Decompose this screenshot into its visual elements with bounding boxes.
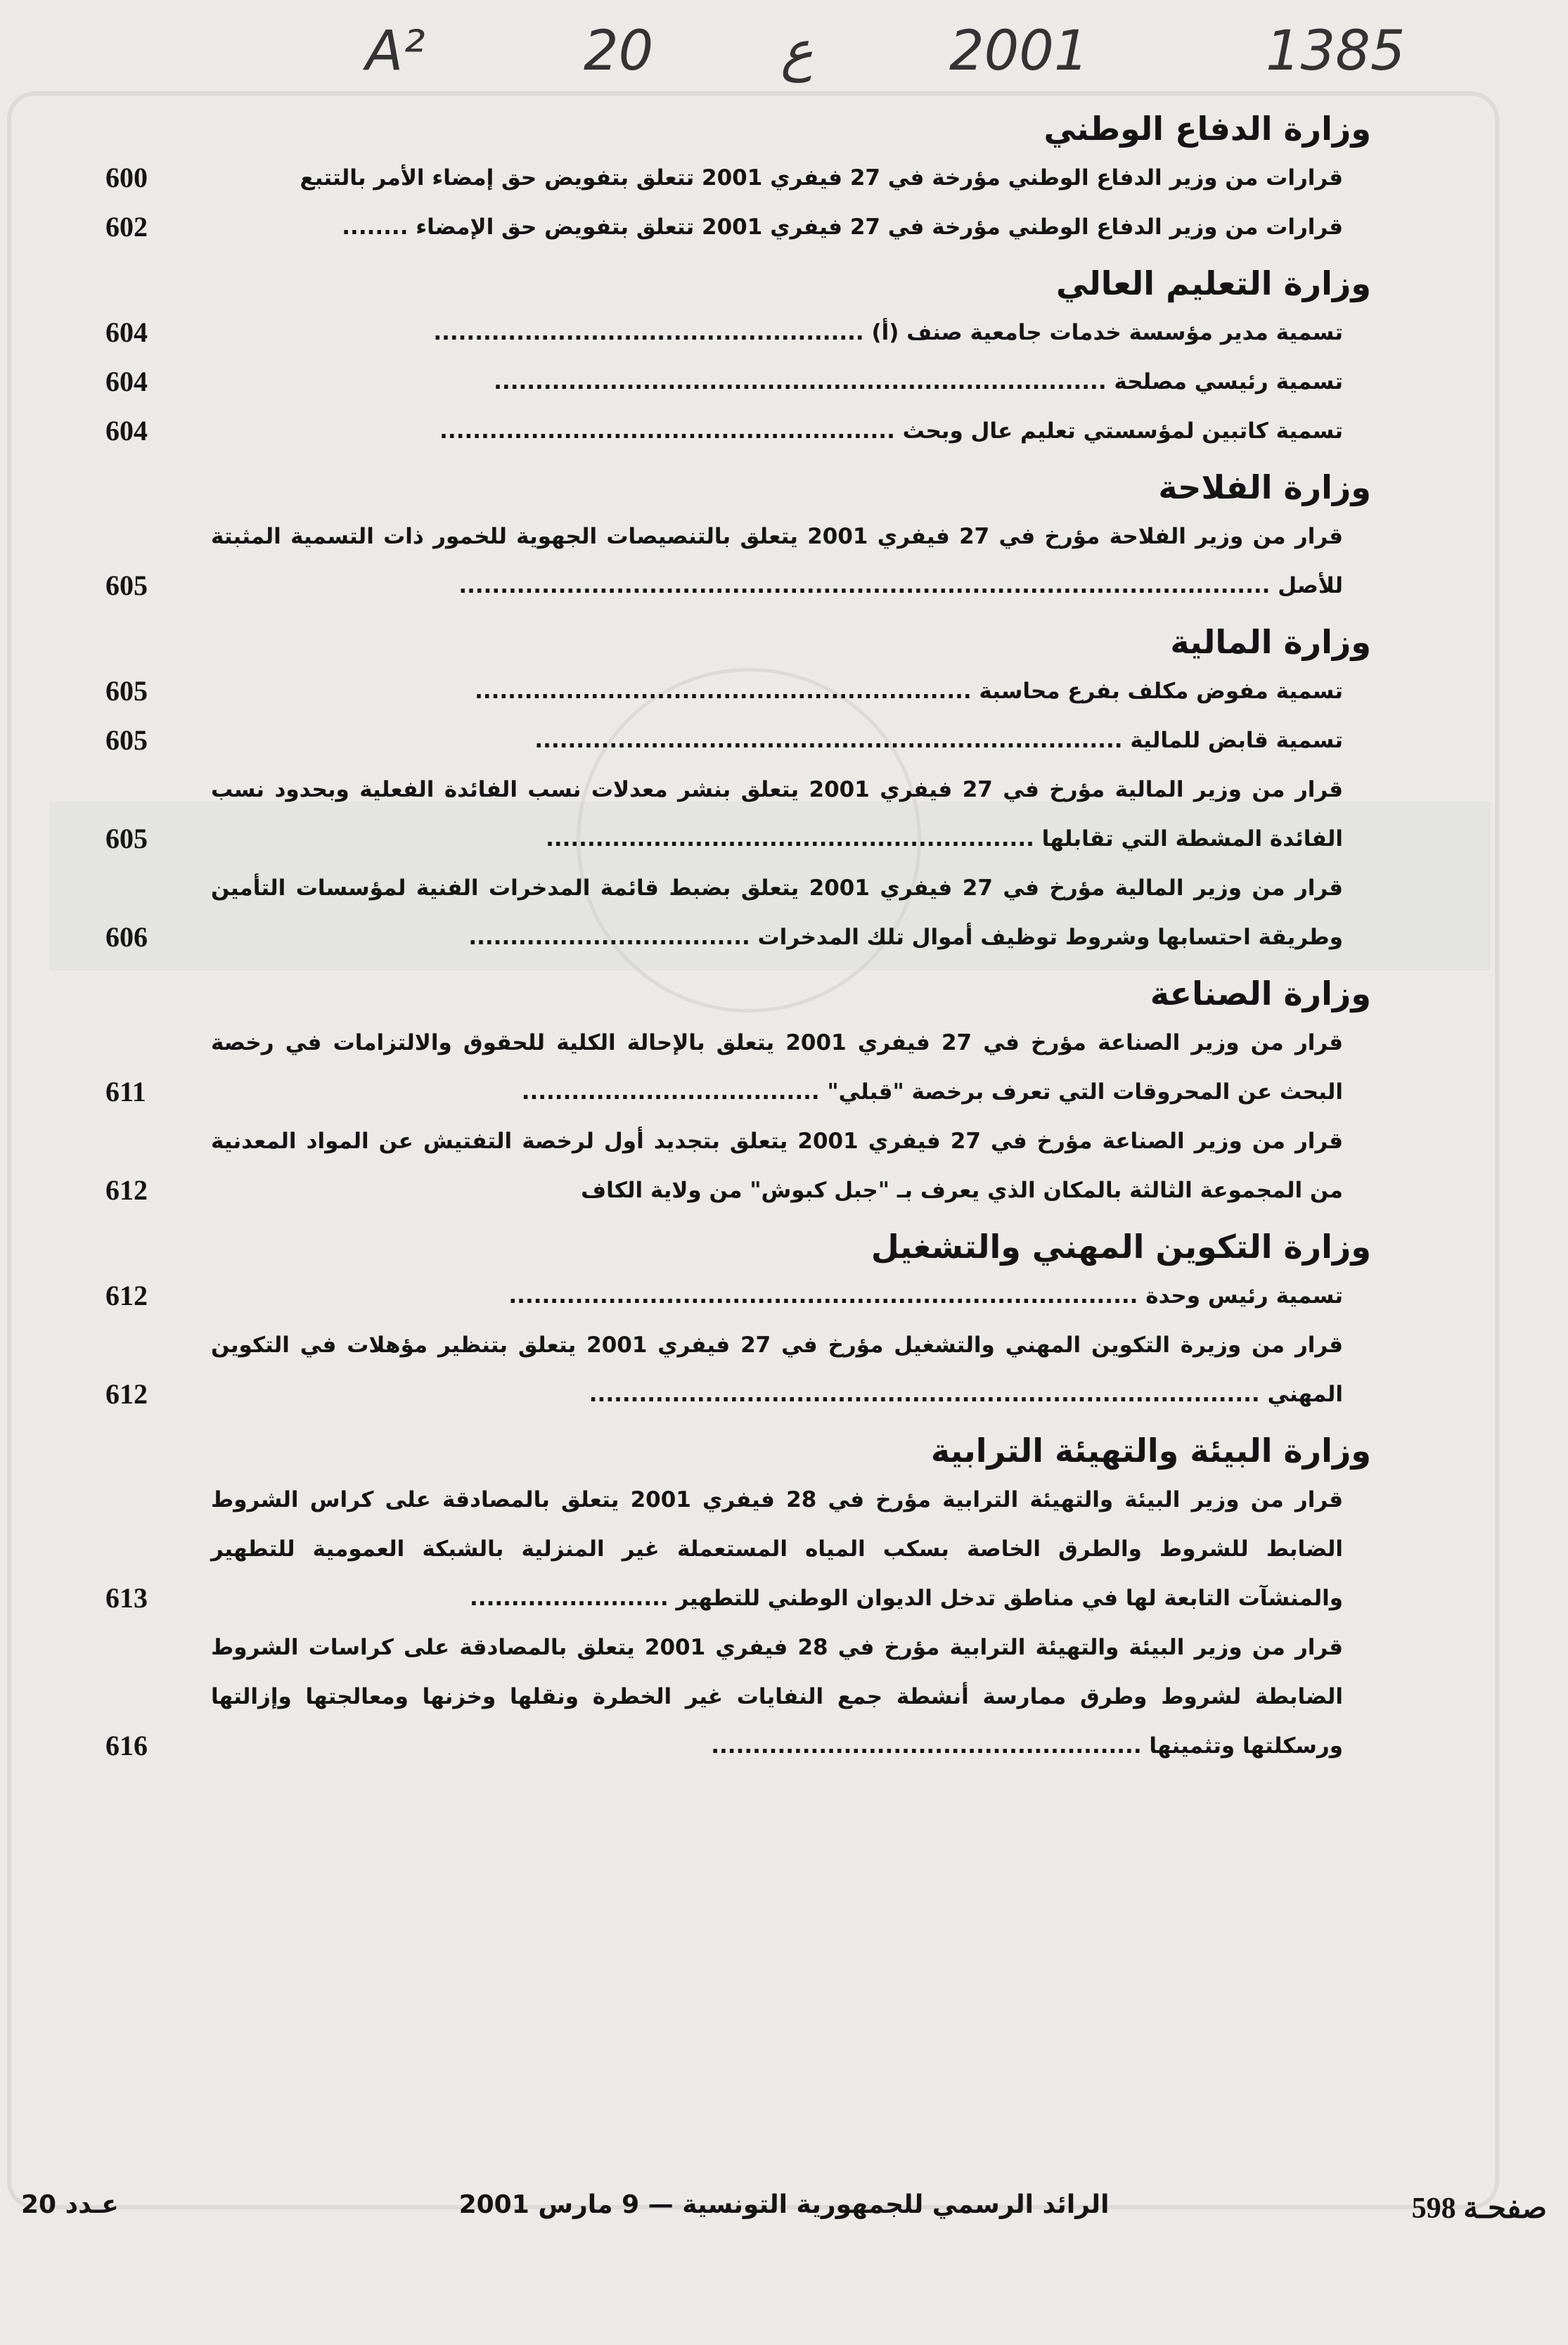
toc-entry[interactable] <box>105 765 1343 863</box>
entry-text: قرار من وزير البيئة والتهيئة الترابية مؤرخ في 28 فيفري 2001 يتعلق بالمصادقة على كراسات الشروط الضابطة لشروط وطرق ممارسة أنشطة جمع النفايات غير الخطرة ونقلها وخزنها ومعالجتها وإزالتها ورسكلتها وتثمينها .................................................... <box>211 1635 1344 1759</box>
section-title: وزارة البيئة والتهيئة الترابية <box>930 1432 1371 1470</box>
toc-entry[interactable] <box>105 1321 1343 1419</box>
toc-section <box>105 104 1371 252</box>
entry-page-number: 612 <box>105 1174 148 1206</box>
toc-entry[interactable] <box>105 1018 1343 1117</box>
toc-section <box>105 969 1371 1215</box>
entry-page-number: 605 <box>105 724 148 756</box>
entry-text: تسمية مفوض مكلف بفرع محاسبة ............................................................ <box>475 679 1343 704</box>
entry-page-number: 605 <box>105 570 148 601</box>
toc-entry[interactable] <box>105 512 1343 610</box>
handwritten-note <box>0 20 1568 104</box>
handwritten-e: 1385 <box>1266 20 1406 83</box>
toc-section <box>105 259 1371 456</box>
section-title: وزارة الفلاحة <box>1158 468 1371 506</box>
handwritten-a: A² <box>366 20 425 83</box>
toc-entry[interactable] <box>105 1623 1344 1771</box>
entry-page-number: 613 <box>105 1582 148 1614</box>
page-footer <box>21 2190 1547 2240</box>
toc-entry[interactable] <box>105 1475 1343 1623</box>
entry-text: قرار من وزير المالية مؤرخ في 27 فيفري 2001 يتعلق بضبط قائمة المدخرات الفنية لمؤسسات التأمين وطريقة احتسابها وشروط توظيف أموال تلك المدخرات .................................. <box>211 875 1344 950</box>
entry-page-number: 602 <box>105 211 148 243</box>
toc-entry[interactable] <box>105 357 1343 406</box>
toc-section <box>105 463 1371 610</box>
section-title: وزارة التعليم العالي <box>1055 264 1371 302</box>
entry-text: قرار من وزير البيئة والتهيئة الترابية مؤرخ في 28 فيفري 2001 يتعلق بالمصادقة على كراس الشروط الضابط للشروط والطرق الخاصة بسكب المياه المستعملة غير المنزلية بالشبكة العمومية للتطهير والمنشآت التابعة لها في مناطق تدخل الديوان الوطني للتطهير ........................ <box>211 1487 1343 1611</box>
entry-page-number: 605 <box>105 675 148 707</box>
toc-section <box>105 1222 1371 1419</box>
handwritten-c: ع <box>780 20 814 83</box>
entry-text: قرار من وزير المالية مؤرخ في 27 فيفري 2001 يتعلق بنشر معدلات نسب الفائدة الفعلية وبحدود نسب الفائدة المشطة التي تقابلها ........................................................... <box>211 777 1343 852</box>
section-title: وزارة المالية <box>1170 623 1371 661</box>
footer-publication-title: الرائد الرسمي للجمهورية التونسية — 9 مارس 2001 <box>458 2190 1110 2219</box>
entry-text: قرار من وزير الصناعة مؤرخ في 27 فيفري 2001 يتعلق بتجديد أول لرخصة التفتيش عن المواد المعدنية من المجموعة الثالثة بالمكان الذي يعرف بـ "جبل كبوش" من ولاية الكاف <box>211 1129 1343 1203</box>
toc-entry[interactable] <box>105 667 1343 716</box>
entry-text: قرارات من وزير الدفاع الوطني مؤرخة في 27 فيفري 2001 تتعلق بتفويض حق إمضاء الأمر بالتتبع <box>300 165 1343 191</box>
section-title: وزارة الدفاع الوطني <box>1043 110 1371 148</box>
section-title: وزارة التكوين المهني والتشغيل <box>870 1228 1371 1266</box>
section-title: وزارة الصناعة <box>1150 975 1371 1013</box>
entry-page-number: 606 <box>105 921 148 953</box>
toc-entry[interactable] <box>105 308 1343 357</box>
handwritten-d: 2001 <box>949 20 1089 83</box>
entry-page-number: 600 <box>105 162 148 193</box>
entry-text: قرار من وزير الصناعة مؤرخ في 27 فيفري 2001 يتعلق بالإحالة الكلية للحقوق والالتزامات في رخصة البحث عن المحروقات التي تعرف برخصة "قبلي" .................................... <box>211 1030 1343 1105</box>
toc-section <box>105 617 1371 962</box>
footer-issue-number: عـدد 20 <box>21 2190 119 2219</box>
entry-text: قرار من وزير الفلاحة مؤرخ في 27 فيفري 2001 يتعلق بالتنصيصات الجهوية للخمور ذات التسمية المثبتة للأصل .................................................................................................. <box>211 524 1343 598</box>
toc-entry[interactable] <box>105 153 1343 203</box>
entry-page-number: 604 <box>105 415 148 446</box>
entry-text: تسمية رئيسي مصلحة .......................................................................... <box>494 369 1343 394</box>
entry-page-number: 605 <box>105 823 148 854</box>
toc-entry[interactable] <box>105 716 1343 765</box>
toc-entry[interactable] <box>105 406 1343 456</box>
footer-page-label: صفحـة 598 <box>1411 2192 1547 2225</box>
table-of-contents <box>105 98 1371 1778</box>
entry-text: تسمية كاتبين لمؤسستي تعليم عال وبحث ....................................................... <box>439 418 1343 444</box>
handwritten-b: 20 <box>584 20 654 83</box>
toc-entry[interactable] <box>105 1117 1343 1215</box>
entry-text: تسمية مدير مؤسسة خدمات جامعية صنف (أ) .................................................... <box>433 320 1343 345</box>
entry-page-number: 611 <box>105 1076 146 1107</box>
toc-entry[interactable] <box>105 203 1343 252</box>
entry-text: قرارات من وزير الدفاع الوطني مؤرخة في 27 فيفري 2001 تتعلق بتفويض حق الإمضاء ........ <box>342 214 1343 240</box>
toc-section <box>105 1426 1371 1771</box>
entry-text: تسمية قابض للمالية ....................................................................... <box>534 728 1343 753</box>
entry-page-number: 612 <box>105 1378 148 1410</box>
toc-entry[interactable] <box>105 863 1344 962</box>
entry-text: تسمية رئيس وحدة ............................................................................ <box>508 1283 1343 1309</box>
entry-page-number: 604 <box>105 366 148 397</box>
entry-text: قرار من وزيرة التكوين المهني والتشغيل مؤرخ في 27 فيفري 2001 يتعلق بتنظير مؤهلات في التكوين المهني ................................................................................. <box>211 1332 1343 1407</box>
entry-page-number: 616 <box>105 1730 148 1761</box>
toc-entry[interactable] <box>105 1271 1343 1321</box>
entry-page-number: 604 <box>105 316 148 348</box>
entry-page-number: 612 <box>105 1280 148 1311</box>
